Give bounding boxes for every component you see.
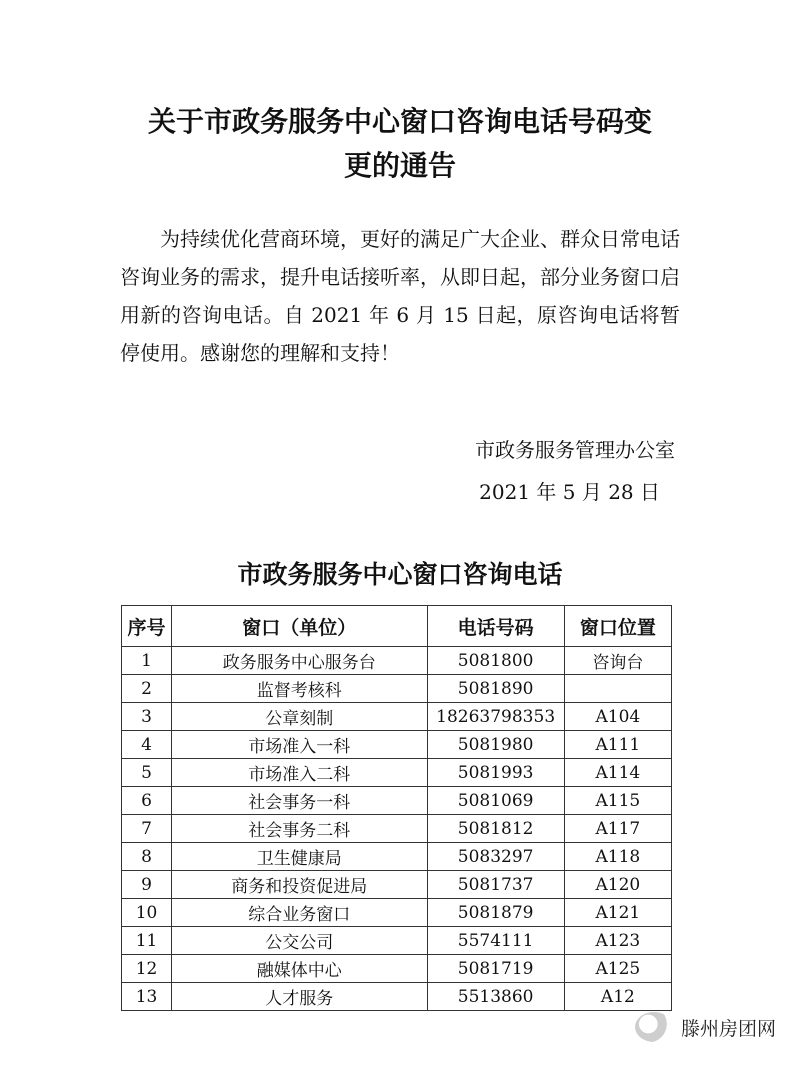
cell-location: A114 bbox=[564, 759, 671, 787]
cell-location: A123 bbox=[564, 927, 671, 955]
notice-title-line-2: 更的通告 bbox=[343, 149, 456, 182]
cell-location: A120 bbox=[564, 871, 671, 899]
cell-unit: 社会事务二科 bbox=[172, 815, 427, 843]
cell-phone: 5081800 bbox=[427, 647, 564, 675]
cell-phone: 5513860 bbox=[427, 983, 564, 1011]
table-row bbox=[122, 871, 672, 899]
cell-unit: 市场准入二科 bbox=[172, 759, 427, 787]
watermark-text: 滕州房团网 bbox=[680, 1017, 776, 1040]
cell-location: A118 bbox=[564, 843, 671, 871]
cell-number: 2 bbox=[122, 675, 172, 703]
cell-unit: 公交公司 bbox=[172, 927, 427, 955]
cell-unit: 综合业务窗口 bbox=[172, 899, 427, 927]
cell-phone: 5083297 bbox=[427, 843, 564, 871]
table-title: 市政务服务中心窗口咨询电话 bbox=[237, 560, 563, 589]
cell-location: A12 bbox=[564, 983, 671, 1011]
cell-number: 5 bbox=[122, 759, 172, 787]
table-row bbox=[122, 955, 672, 983]
cell-unit: 商务和投资促进局 bbox=[172, 871, 427, 899]
phone-table bbox=[121, 605, 672, 1011]
cell-number: 12 bbox=[122, 955, 172, 983]
cell-unit: 人才服务 bbox=[172, 983, 427, 1011]
header-phone: 电话号码 bbox=[427, 606, 564, 647]
cell-unit: 政务服务中心服务台 bbox=[172, 647, 427, 675]
table-row bbox=[122, 815, 672, 843]
cell-number: 1 bbox=[122, 647, 172, 675]
cell-phone: 5081737 bbox=[427, 871, 564, 899]
table-body bbox=[122, 647, 672, 1011]
cell-phone: 5081879 bbox=[427, 899, 564, 927]
cell-location: A121 bbox=[564, 899, 671, 927]
table-row bbox=[122, 843, 672, 871]
cell-location: A115 bbox=[564, 787, 671, 815]
notice-body: 为持续优化营商环境，更好的满足广大企业、群众日常电话咨询业务的需求，提升电话接听率，从即日起，部分业务窗口启用新的咨询电话。自 2021 年 6 月 15 日起，原咨询电话将暂停使用。感谢您的理解和支持！ bbox=[120, 227, 680, 365]
cell-location bbox=[564, 675, 671, 703]
wechat-logo-icon bbox=[635, 1012, 673, 1042]
cell-unit: 卫生健康局 bbox=[172, 843, 427, 871]
table-row bbox=[122, 983, 672, 1011]
cell-location: A117 bbox=[564, 815, 671, 843]
cell-phone: 5081890 bbox=[427, 675, 564, 703]
cell-number: 3 bbox=[122, 703, 172, 731]
cell-number: 4 bbox=[122, 731, 172, 759]
table-row bbox=[122, 703, 672, 731]
cell-phone: 5081719 bbox=[427, 955, 564, 983]
cell-number: 6 bbox=[122, 787, 172, 815]
cell-unit: 社会事务一科 bbox=[172, 787, 427, 815]
cell-phone: 5081812 bbox=[427, 815, 564, 843]
table-header-row bbox=[122, 606, 672, 647]
watermark bbox=[635, 1012, 776, 1042]
table-row bbox=[122, 731, 672, 759]
cell-unit: 监督考核科 bbox=[172, 675, 427, 703]
cell-phone: 5081980 bbox=[427, 731, 564, 759]
header-location: 窗口位置 bbox=[564, 606, 671, 647]
cell-phone: 18263798353 bbox=[427, 703, 564, 731]
cell-number: 11 bbox=[122, 927, 172, 955]
cell-number: 8 bbox=[122, 843, 172, 871]
notice-signature: 市政务服务管理办公室 bbox=[475, 438, 675, 462]
table-row bbox=[122, 675, 672, 703]
cell-unit: 融媒体中心 bbox=[172, 955, 427, 983]
cell-phone: 5081993 bbox=[427, 759, 564, 787]
table-row bbox=[122, 759, 672, 787]
header-unit: 窗口（单位） bbox=[172, 606, 427, 647]
cell-location: A104 bbox=[564, 703, 671, 731]
cell-phone: 5574111 bbox=[427, 927, 564, 955]
header-number: 序号 bbox=[122, 606, 172, 647]
table-row bbox=[122, 787, 672, 815]
cell-number: 10 bbox=[122, 899, 172, 927]
table-row bbox=[122, 647, 672, 675]
cell-unit: 公章刻制 bbox=[172, 703, 427, 731]
cell-location: A125 bbox=[564, 955, 671, 983]
cell-number: 7 bbox=[122, 815, 172, 843]
cell-location: 咨询台 bbox=[564, 647, 671, 675]
cell-location: A111 bbox=[564, 731, 671, 759]
cell-number: 13 bbox=[122, 983, 172, 1011]
notice-title-line-1: 关于市政务服务中心窗口咨询电话号码变 bbox=[147, 105, 652, 138]
cell-number: 9 bbox=[122, 871, 172, 899]
cell-unit: 市场准入一科 bbox=[172, 731, 427, 759]
table-row bbox=[122, 899, 672, 927]
notice-title bbox=[100, 100, 700, 188]
cell-phone: 5081069 bbox=[427, 787, 564, 815]
table-row bbox=[122, 927, 672, 955]
notice-date: 2021 年 5 月 28 日 bbox=[479, 480, 660, 504]
